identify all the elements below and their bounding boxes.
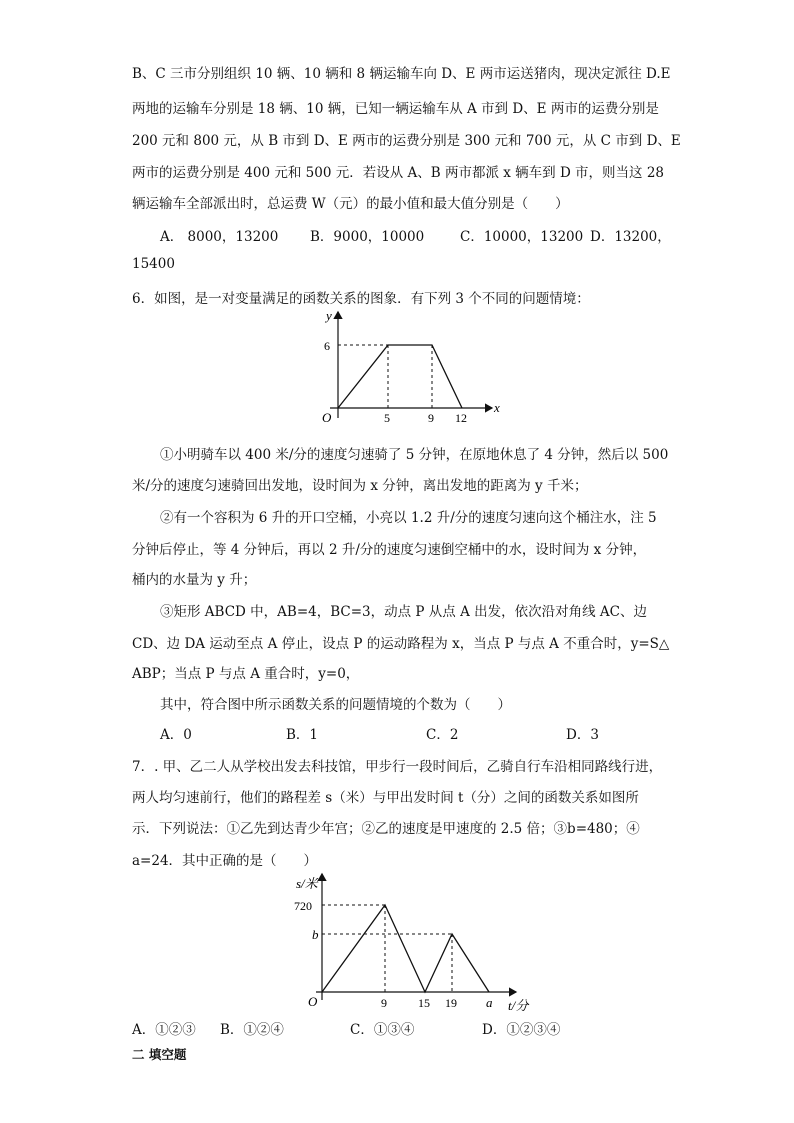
- q5-option-c: C．10000，13200: [460, 229, 584, 245]
- q6-case1-line-1: ①小明骑车以 400 米/分的速度匀速骑了 5 分钟，在原地休息了 4 分钟，然后以 500: [160, 447, 669, 463]
- q6-function-line: [338, 345, 462, 408]
- q6-case2-line-3: 桶内的水量为 y 升；: [132, 572, 257, 588]
- q6-case1-line-2: 米/分的速度匀速骑回出发地，设时间为 x 分钟，离出发地的距离为 y 千米；: [132, 478, 588, 494]
- q6-y-tick-6: 6: [324, 339, 330, 353]
- q7-y-label: s/米: [296, 876, 318, 891]
- q6-y-label: y: [326, 308, 332, 323]
- q6-case3-line-3: ABP；当点 P 与点 A 重合时，y=0，: [132, 666, 360, 682]
- q5-line-5: 辆运输车全部派出时，总运费 W（元）的最小值和最大值分别是（ ）: [132, 196, 569, 212]
- q6-case3-line-1: ③矩形 ABCD 中，AB=4，BC=3，动点 P 从点 A 出发，依次沿对角线 AC、边: [160, 604, 647, 620]
- q7-y-tick-720: 720: [294, 899, 312, 913]
- q7-option-d: D．①②③④: [482, 1022, 561, 1038]
- q6-x-tick-5: 5: [384, 411, 390, 425]
- q6-case2-line-2: 分钟后停止，等 4 分钟后，再以 2 升/分的速度匀速倒空桶中的水，设时间为 x 分钟，: [132, 542, 647, 558]
- q7-line-1: 7．. 甲、乙二人从学校出发去科技馆，甲步行一段时间后，乙骑自行车沿相同路线行进，: [132, 759, 663, 775]
- q7-line-3: 示．下列说法：①乙先到达青少年宫；②乙的速度是甲速度的 2.5 倍；③b=480；④: [132, 821, 640, 837]
- q7-x-tick-9: 9: [381, 996, 387, 1010]
- q5-option-b: B．9000，10000: [310, 229, 425, 245]
- q6-case2-line-1: ②有一个容积为 6 升的开口空桶，小亮以 1.2 升/分的速度匀速向这个桶注水，注 5: [160, 510, 657, 526]
- q7-option-b: B．①②④: [220, 1022, 284, 1038]
- q5-line-1: B、C 三市分别组织 10 辆、10 辆和 8 辆运输车向 D、E 两市运送猪肉，现决定派往 D.E: [132, 66, 671, 82]
- q7-x-tick-19: 19: [445, 996, 457, 1010]
- q6-x-tick-12: 12: [455, 411, 467, 425]
- q5-line-2: 两地的运输车分别是 18 辆、10 辆，已知一辆运输车从 A 市到 D、E 两市的运费分别是: [132, 101, 659, 117]
- q6-origin-label: O: [322, 410, 332, 425]
- q6-x-label: x: [494, 400, 500, 415]
- q6-graph: [310, 306, 510, 436]
- q7-y-tick-b: b: [312, 927, 319, 942]
- q7-line-2: 两人均匀速前行，他们的路程差 s（米）与甲出发时间 t（分）之间的函数关系如图所: [132, 790, 639, 806]
- q5-option-a: A． 8000，13200: [160, 229, 279, 245]
- q7-x-label: t/分: [508, 998, 529, 1013]
- q5-option-d: D．13200，: [590, 229, 671, 245]
- q6-x-tick-9: 9: [428, 411, 434, 425]
- q7-x-tick-15: 15: [418, 996, 430, 1010]
- q6-option-a: A．0: [160, 727, 192, 743]
- q7-graph: [280, 868, 550, 1018]
- q7-x-tick-a: a: [486, 995, 493, 1010]
- q5-line-3: 200 元和 800 元，从 B 市到 D、E 两市的运费分别是 300 元和 700 元，从 C 市到 D、E: [132, 133, 681, 149]
- q6-stem: 6．如图，是一对变量满足的函数关系的图象．有下列 3 个不同的问题情境：: [132, 291, 590, 307]
- q6-option-c: C．2: [426, 727, 459, 743]
- section-heading-fill-blank: 二 填空题: [132, 1047, 187, 1062]
- q7-function-line: [322, 905, 489, 992]
- q6-option-b: B．1: [286, 727, 319, 743]
- q7-option-c: C．①③④: [350, 1022, 415, 1038]
- q6-option-d: D．3: [566, 727, 599, 743]
- q6-question: 其中，符合图中所示函数关系的问题情境的个数为（ ）: [160, 697, 511, 713]
- q7-origin-label: O: [308, 994, 318, 1009]
- q5-line-4: 两市的运费分别是 400 元和 500 元．若设从 A、B 两市都派 x 辆车到 D 市，则当这 28: [132, 165, 665, 181]
- q5-option-d-wrap: 15400: [132, 256, 175, 272]
- q7-option-a: A．①②③: [132, 1022, 196, 1038]
- q6-case3-line-2: CD、边 DA 运动至点 A 停止，设点 P 的运动路程为 x，当点 P 与点 A 不重合时，y=S△: [132, 636, 670, 652]
- q7-line-4: a=24．其中正确的是（ ）: [132, 853, 318, 869]
